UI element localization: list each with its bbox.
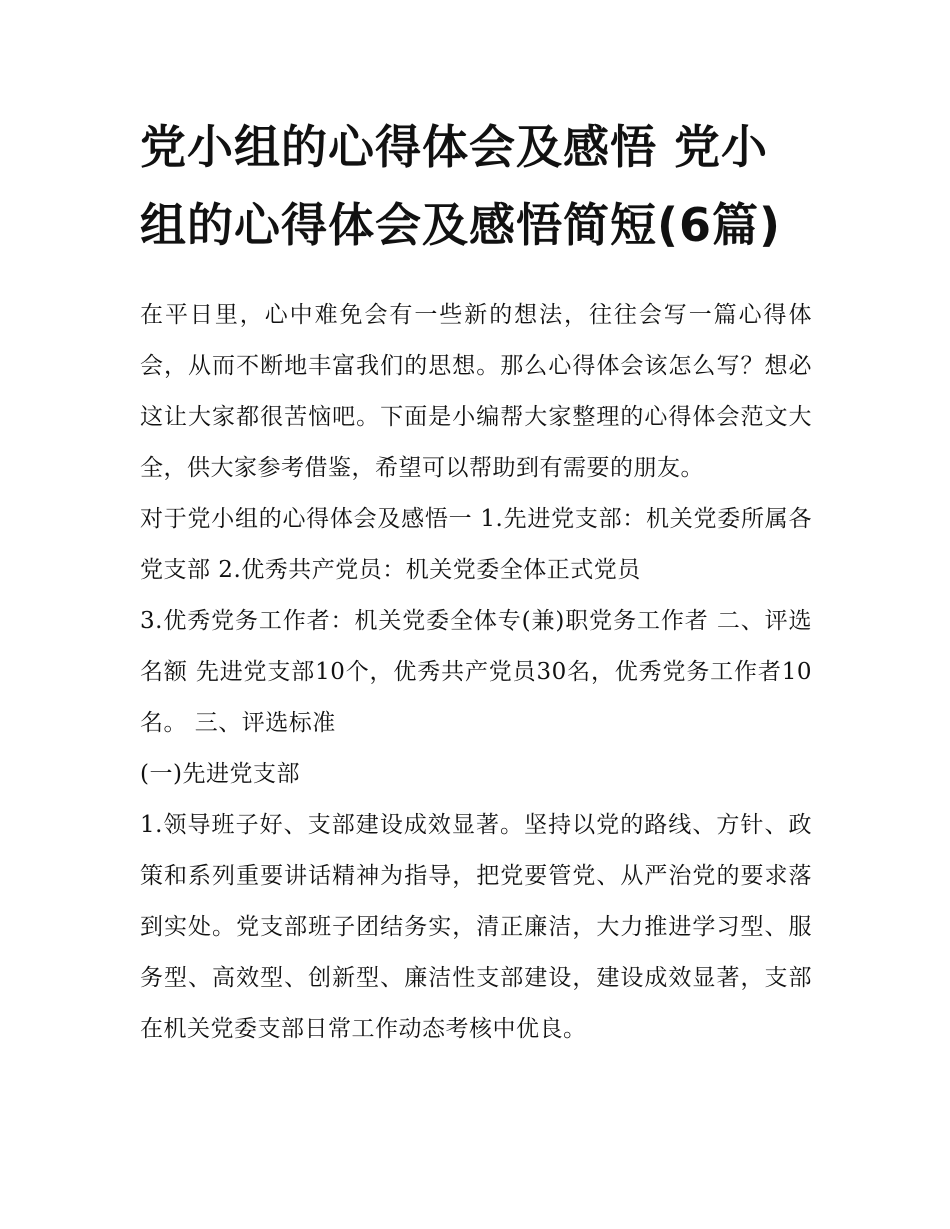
document-body — [140, 290, 812, 1055]
paragraph-section-two: 3.优秀党务工作者：机关党委全体专(兼)职党务工作者 二、评选名额 先进党支部10个，优秀共产党员30名，优秀党务工作者10名。 三、评选标准 — [140, 608, 812, 736]
document-page — [140, 108, 812, 1055]
paragraph-intro: 在平日里，心中难免会有一些新的想法，往往会写一篇心得体会，从而不断地丰富我们的思想。那么心得体会该怎么写？想必这让大家都很苦恼吧。下面是小编帮大家整理的心得体会范文大全，供大家参考借鉴，希望可以帮助到有需要的朋友。 — [140, 302, 812, 481]
paragraph-section-one: 对于党小组的心得体会及感悟一 1.先进党支部：机关党委所属各党支部 2.优秀共产党员：机关党委全体正式党员 — [140, 506, 812, 583]
paragraph-criteria: 1.领导班子好、支部建设成效显著。坚持以党的路线、方针、政策和系列重要讲话精神为指导，把党要管党、从严治党的要求落到实处。党支部班子团结务实，清正廉洁，大力推进学习型、服务型、高效型、创新型、廉洁性支部建设，建设成效显著，支部在机关党委支部日常工作动态考核中优良。 — [140, 812, 812, 1042]
paragraph-subheading: (一)先进党支部 — [140, 761, 300, 787]
document-title: 党小组的心得体会及感悟 党小组的心得体会及感悟简短(6篇) — [140, 120, 782, 252]
